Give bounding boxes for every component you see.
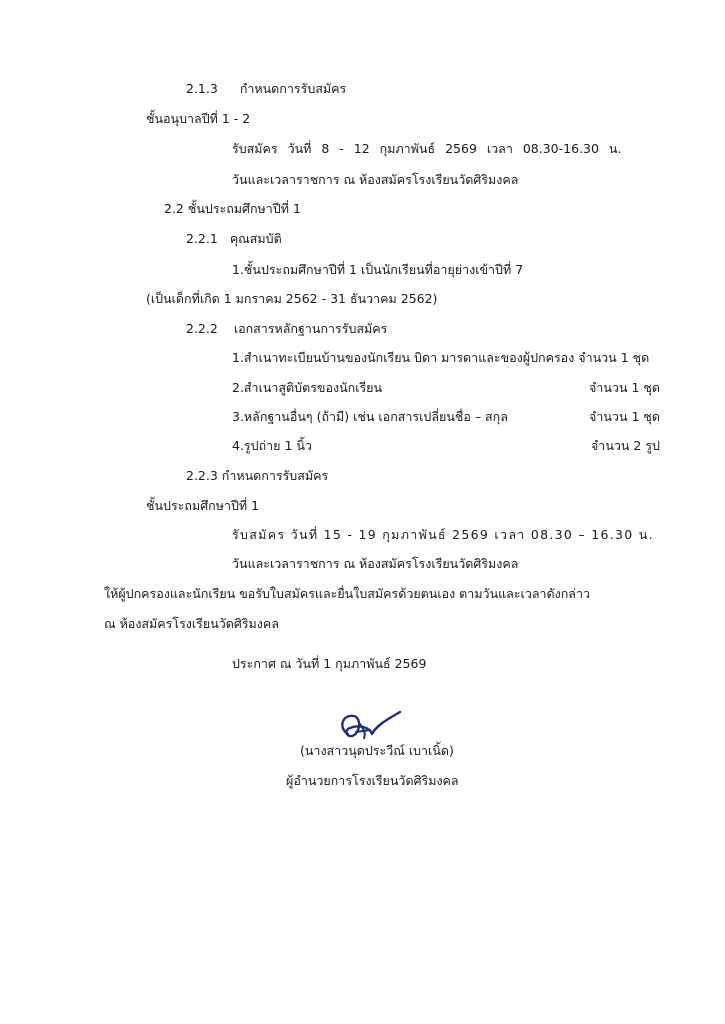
document-item-4: 4.รูปถ่าย 1 นิ้ว xyxy=(232,438,312,453)
section-title: คุณสมบัติ xyxy=(229,231,282,246)
qualification-line-1: 1.ชั้นประถมศึกษาปีที่ 1 เป็นนักเรียนที่อายุย่างเข้าปีที่ 7 xyxy=(232,262,524,277)
kindergarten-schedule: รับสมัคร วันที่ 8 - 12 กุมภาพันธ์ 2569 เวลา 08.30-16.30 น. xyxy=(232,141,622,156)
document-qty-4: จำนวน 2 รูป xyxy=(590,438,660,453)
document-item-2: 2.สำเนาสูติบัตรของนักเรียน xyxy=(232,380,383,395)
section-number: 2.1.3 xyxy=(186,81,218,96)
section-title: กำหนดการรับสมัคร xyxy=(239,81,347,96)
document-qty-2: จำนวน 1 ชุด xyxy=(589,380,660,395)
document-item-3: 3.หลักฐานอื่นๆ (ถ้ามี) เช่น เอกสารเปลี่ยนชื่อ – สกุล xyxy=(232,409,508,424)
section-2-2-3: 2.2.3 กำหนดการรับสมัคร xyxy=(186,468,329,483)
section-2-1-3 xyxy=(186,81,346,97)
kindergarten-level: ชั้นอนุบาลปีที่ 1 - 2 xyxy=(146,111,251,126)
qualification-line-2: (เป็นเด็กที่เกิด 1 มกราคม 2562 - 31 ธันวาคม 2562) xyxy=(146,291,438,306)
signatory-name: (นางสาวนุดประวีณ์ เบาเนิ้ด) xyxy=(300,743,454,758)
primary-schedule: รับสมัคร วันที่ 15 - 19 กุมภาพันธ์ 2569 เวลา 08.30 – 16.30 น. xyxy=(232,527,654,542)
document-qty-3: จำนวน 1 ชุด xyxy=(589,409,660,424)
section-number: 2.2.1 xyxy=(186,231,218,246)
document-item-1: 1.สำเนาทะเบียนบ้านของนักเรียน บิดา มารดาและของผู้ปกครอง จำนวน 1 ชุด xyxy=(232,350,650,365)
primary-level: ชั้นประถมศึกษาปีที่ 1 xyxy=(146,498,260,513)
section-2-2-2 xyxy=(186,321,387,337)
kindergarten-office-hours: วันและเวลาราชการ ณ ห้องสมัครโรงเรียนวัดศิริมงคล xyxy=(232,172,519,187)
section-2-2-1 xyxy=(186,231,282,247)
announcement-date: ประกาศ ณ วันที่ 1 กุมภาพันธ์ 2569 xyxy=(232,656,427,671)
signature-image xyxy=(330,704,410,748)
notice-line-2: ณ ห้องสมัครโรงเรียนวัดศิริมงคล xyxy=(104,616,279,631)
section-title: เอกสารหลักฐานการรับสมัคร xyxy=(233,321,388,336)
section-2-2: 2.2 ชั้นประถมศึกษาปีที่ 1 xyxy=(164,201,301,216)
section-number: 2.2.2 xyxy=(186,321,218,336)
notice-line-1: ให้ผู้ปกครองและนักเรียน ขอรับใบสมัครและยื่นใบสมัครด้วยตนเอง ตามวันและเวลาดังกล่าว xyxy=(104,586,591,601)
signatory-position: ผู้อำนวยการโรงเรียนวัดศิริมงคล xyxy=(286,773,459,788)
signature-icon xyxy=(330,704,410,748)
primary-office-hours: วันและเวลาราชการ ณ ห้องสมัครโรงเรียนวัดศิริมงคล xyxy=(232,556,519,571)
